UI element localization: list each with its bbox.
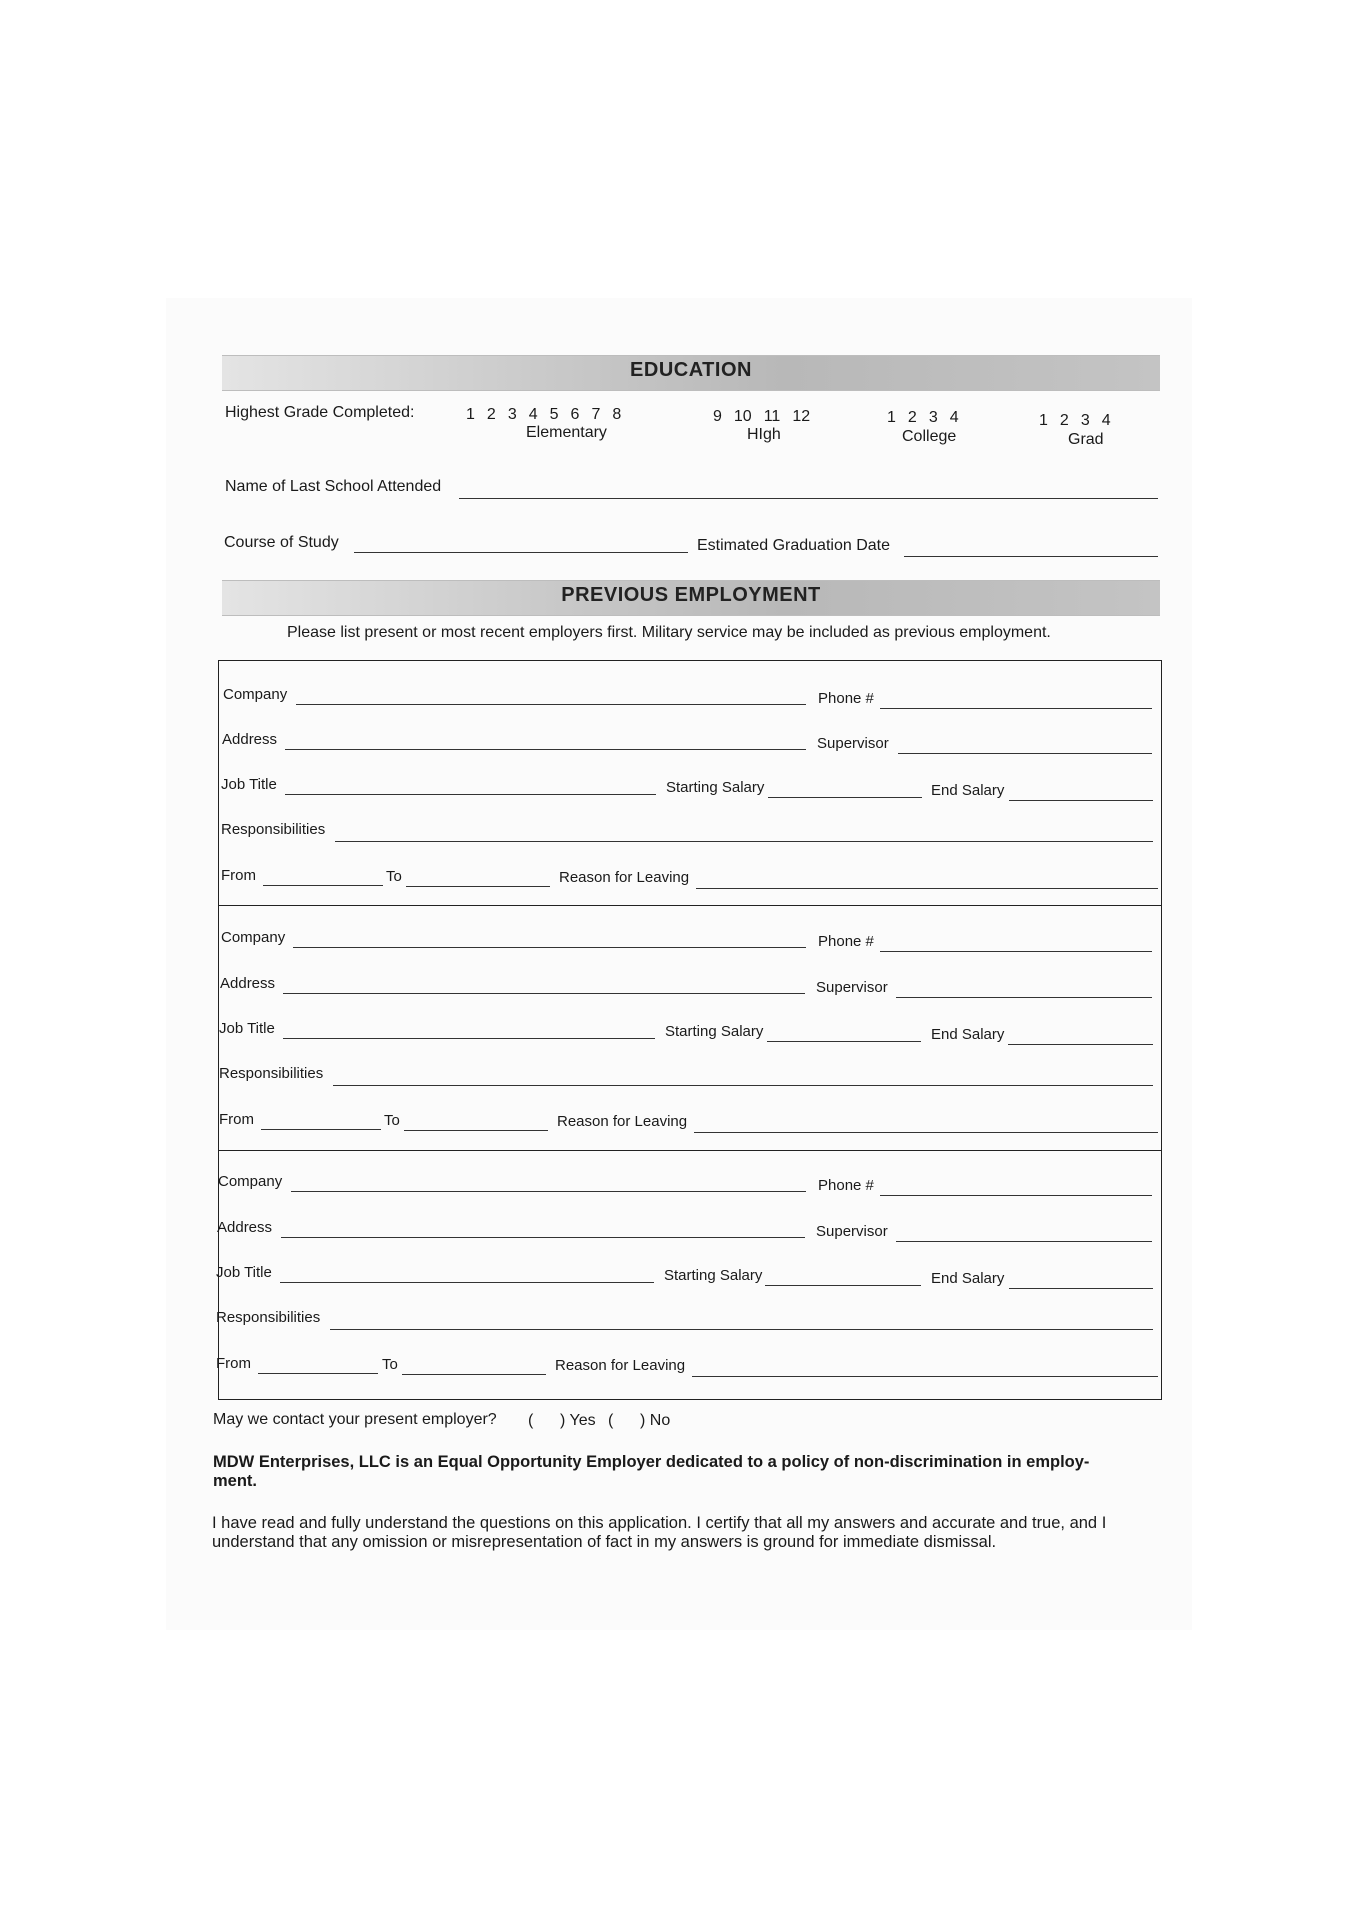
phone-field[interactable]	[880, 1195, 1152, 1196]
responsibilities-field[interactable]	[330, 1329, 1153, 1330]
grad-date-label: Estimated Graduation Date	[697, 537, 890, 554]
grade-option[interactable]: 1	[466, 406, 475, 423]
starting-salary-label: Starting Salary	[664, 1267, 763, 1284]
supervisor-label: Supervisor	[816, 979, 888, 996]
company-label: Company	[218, 1173, 283, 1190]
reason-label: Reason for Leaving	[555, 1357, 686, 1374]
grade-option[interactable]: 3	[1080, 412, 1090, 429]
grade-option[interactable]: 10	[733, 408, 752, 425]
grade-option[interactable]: 4	[1101, 412, 1111, 429]
last-school-field[interactable]	[459, 498, 1158, 499]
grade-option[interactable]: 4	[528, 406, 538, 423]
end-salary-field[interactable]	[1009, 800, 1153, 801]
employer-divider	[218, 905, 1162, 906]
college-grades	[887, 409, 971, 427]
elementary-grades	[466, 406, 633, 424]
job-title-field[interactable]	[285, 794, 656, 795]
grade-option[interactable]: 3	[928, 409, 938, 426]
responsibilities-field[interactable]	[333, 1085, 1153, 1086]
company-field[interactable]	[293, 947, 806, 948]
course-field[interactable]	[354, 552, 688, 553]
end-salary-field[interactable]	[1008, 1044, 1153, 1045]
reason-field[interactable]	[692, 1376, 1158, 1377]
job-title-label: Job Title	[221, 776, 277, 793]
end-salary-label: End Salary	[931, 782, 1005, 799]
phone-field[interactable]	[880, 708, 1152, 709]
address-field[interactable]	[285, 749, 806, 750]
grade-option[interactable]: 2	[1059, 412, 1069, 429]
grade-option[interactable]: 9	[713, 408, 722, 425]
reason-label: Reason for Leaving	[557, 1113, 688, 1130]
end-salary-label: End Salary	[931, 1026, 1005, 1043]
company-label: Company	[221, 929, 286, 946]
address-label: Address	[217, 1219, 273, 1236]
employment-instructions: Please list present or most recent employers first. Military service may be included as previous employment.	[287, 624, 1051, 641]
grade-option[interactable]: 5	[549, 406, 559, 423]
address-label: Address	[222, 731, 278, 748]
starting-salary-label: Starting Salary	[665, 1023, 764, 1040]
grade-option[interactable]: 3	[507, 406, 517, 423]
responsibilities-label: Responsibilities	[221, 821, 326, 838]
employer-divider	[218, 1150, 1162, 1151]
high-caption: HIgh	[747, 426, 781, 443]
responsibilities-field[interactable]	[335, 841, 1153, 842]
certification-statement: I have read and fully understand the questions on this application. I certify that all my answers and accurate and true, and I understand that any omission or misrepresentation of fact in my answers is ground for immediate dismissal.	[212, 1514, 1107, 1551]
phone-field[interactable]	[880, 951, 1152, 952]
grade-option[interactable]: 2	[486, 406, 496, 423]
job-title-field[interactable]	[283, 1038, 655, 1039]
grade-option[interactable]: 4	[949, 409, 959, 426]
contact-yes-option[interactable]: ( ) Yes	[528, 1412, 596, 1429]
grade-option[interactable]: 1	[1039, 412, 1048, 429]
company-field[interactable]	[291, 1191, 806, 1192]
course-label: Course of Study	[224, 534, 339, 551]
responsibilities-label: Responsibilities	[219, 1065, 324, 1082]
supervisor-field[interactable]	[896, 1241, 1152, 1242]
supervisor-label: Supervisor	[817, 735, 889, 752]
end-salary-label: End Salary	[931, 1270, 1005, 1287]
from-field[interactable]	[263, 885, 383, 886]
job-title-label: Job Title	[216, 1264, 272, 1281]
employment-banner	[222, 580, 1160, 616]
address-field[interactable]	[281, 1237, 805, 1238]
address-label: Address	[220, 975, 276, 992]
employment-title: PREVIOUS EMPLOYMENT	[561, 584, 821, 606]
last-school-label: Name of Last School Attended	[225, 478, 442, 495]
grade-option[interactable]: 11	[763, 408, 781, 425]
to-label: To	[386, 868, 402, 885]
high-grades	[713, 408, 822, 426]
from-label: From	[219, 1111, 254, 1128]
education-title: EDUCATION	[630, 359, 752, 381]
grade-option[interactable]: 8	[612, 406, 622, 423]
phone-label: Phone #	[818, 1177, 874, 1194]
reason-label: Reason for Leaving	[559, 869, 690, 886]
grad-caption: Grad	[1068, 431, 1104, 448]
responsibilities-label: Responsibilities	[216, 1309, 321, 1326]
grad-date-field[interactable]	[904, 556, 1158, 557]
reason-field[interactable]	[694, 1132, 1158, 1133]
phone-label: Phone #	[818, 933, 874, 950]
starting-salary-label: Starting Salary	[666, 779, 765, 796]
starting-salary-field[interactable]	[765, 1285, 921, 1286]
grade-option[interactable]: 6	[570, 406, 580, 423]
to-field[interactable]	[402, 1374, 546, 1375]
job-title-field[interactable]	[280, 1282, 654, 1283]
job-title-label: Job Title	[219, 1020, 275, 1037]
to-label: To	[382, 1356, 398, 1373]
grad-grades	[1039, 412, 1123, 430]
grade-option[interactable]: 7	[591, 406, 601, 423]
to-field[interactable]	[406, 886, 550, 887]
supervisor-field[interactable]	[896, 997, 1152, 998]
end-salary-field[interactable]	[1009, 1288, 1153, 1289]
grade-option[interactable]: 12	[792, 408, 811, 425]
education-banner	[222, 355, 1160, 391]
starting-salary-field[interactable]	[767, 1041, 921, 1042]
starting-salary-field[interactable]	[768, 797, 922, 798]
supervisor-label: Supervisor	[816, 1223, 888, 1240]
to-label: To	[384, 1112, 400, 1129]
college-caption: College	[902, 428, 957, 445]
to-field[interactable]	[404, 1130, 548, 1131]
phone-label: Phone #	[818, 690, 874, 707]
grade-option[interactable]: 2	[907, 409, 917, 426]
contact-question: May we contact your present employer?	[213, 1411, 497, 1428]
from-label: From	[216, 1355, 251, 1372]
company-field[interactable]	[296, 704, 806, 705]
elementary-caption: Elementary	[526, 424, 607, 441]
contact-no-option[interactable]: ( ) No	[608, 1412, 671, 1429]
supervisor-field[interactable]	[898, 753, 1152, 754]
reason-field[interactable]	[696, 888, 1158, 889]
from-label: From	[221, 867, 256, 884]
address-field[interactable]	[283, 993, 805, 994]
grade-option[interactable]: 1	[887, 409, 896, 426]
from-field[interactable]	[261, 1129, 381, 1130]
from-field[interactable]	[258, 1373, 378, 1374]
company-label: Company	[223, 686, 288, 703]
eeo-statement: MDW Enterprises, LLC is an Equal Opportunity Employer dedicated to a policy of non-discrimination in employ-ment.	[213, 1453, 1090, 1490]
highest-grade-label: Highest Grade Completed:	[225, 404, 415, 421]
